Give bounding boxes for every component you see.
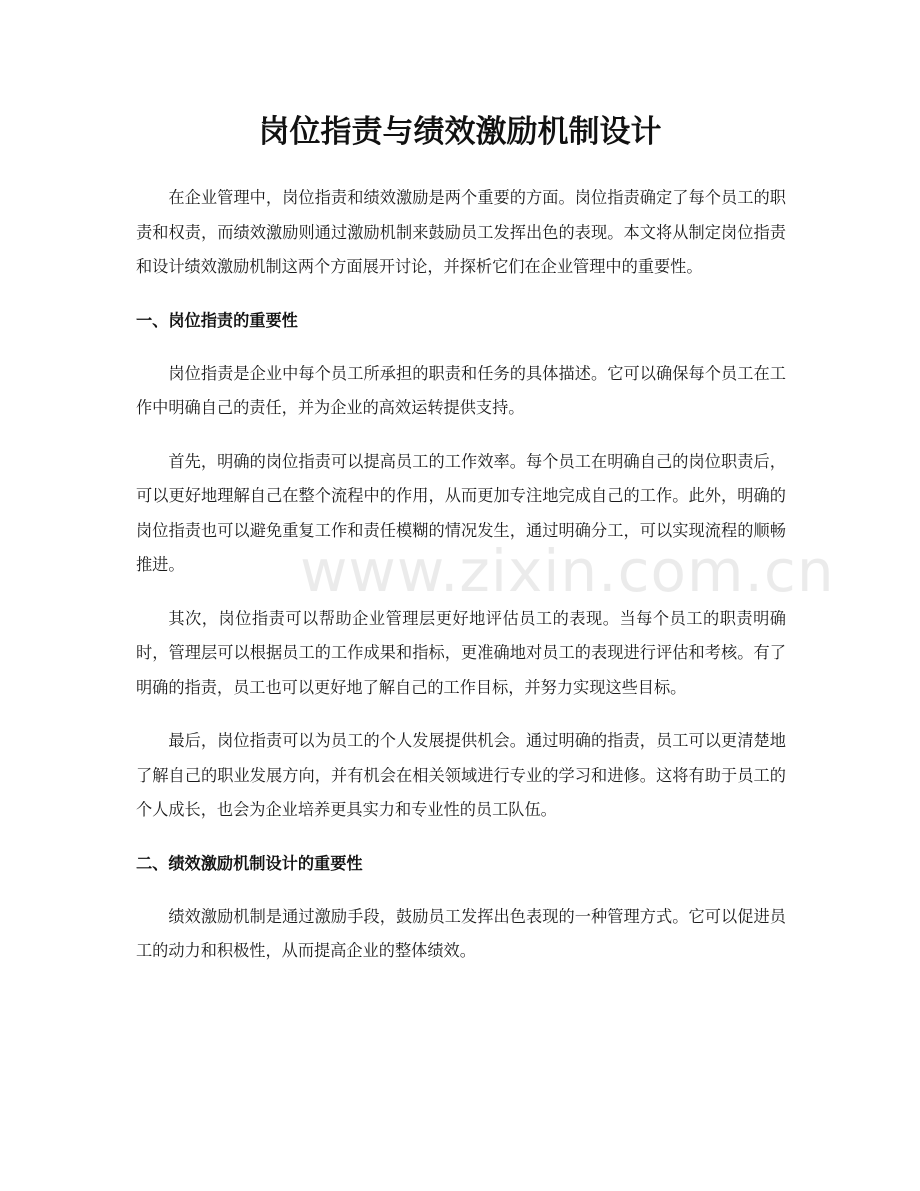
section-1-paragraph-1: 岗位指责是企业中每个员工所承担的职责和任务的具体描述。它可以确保每个员工在工作中明确自己的责任，并为企业的高效运转提供支持。 xyxy=(136,363,786,417)
document-title: 岗位指责与绩效激励机制设计 xyxy=(258,114,662,150)
section-1-paragraph-4: 最后，岗位指责可以为员工的个人发展提供机会。通过明确的指责，员工可以更清楚地了解自己的职业发展方向，并有机会在相关领域进行专业的学习和进修。这将有助于员工的个人成长，也会为企业培养更具实力和专业性的员工队伍。 xyxy=(136,731,786,819)
section-1-paragraph-3: 其次，岗位指责可以帮助企业管理层更好地评估员工的表现。当每个员工的职责明确时，管理层可以根据员工的工作成果和指标，更准确地对员工的表现进行评估和考核。有了明确的指责，员工也可以更好地了解自己的工作目标，并努力实现这些目标。 xyxy=(136,608,786,697)
intro-paragraph: 在企业管理中，岗位指责和绩效激励是两个重要的方面。岗位指责确定了每个员工的职责和权责，而绩效激励则通过激励机制来鼓励员工发挥出色的表现。本文将从制定岗位指责和设计绩效激励机制这两个方面展开讨论，并探析它们在企业管理中的重要性。 xyxy=(136,188,786,276)
section-1-paragraph-2: 首先，明确的岗位指责可以提高员工的工作效率。每个员工在明确自己的岗位职责后，可以更好地理解自己在整个流程中的作用，从而更加专注地完成自己的工作。此外，明确的岗位指责也可以避免重复工作和责任模糊的情况发生，通过明确分工，可以实现流程的顺畅推进。 xyxy=(136,451,786,574)
document-body xyxy=(136,181,835,969)
section-2-heading: 二、绩效激励机制设计的重要性 xyxy=(136,853,363,873)
watermark: www.zixin.com.cn xyxy=(300,537,835,605)
section-1-heading: 一、岗位指责的重要性 xyxy=(136,310,298,330)
section-2-paragraph-1: 绩效激励机制是通过激励手段，鼓励员工发挥出色表现的一种管理方式。它可以促进员工的动力和积极性，从而提高企业的整体绩效。 xyxy=(136,906,786,960)
